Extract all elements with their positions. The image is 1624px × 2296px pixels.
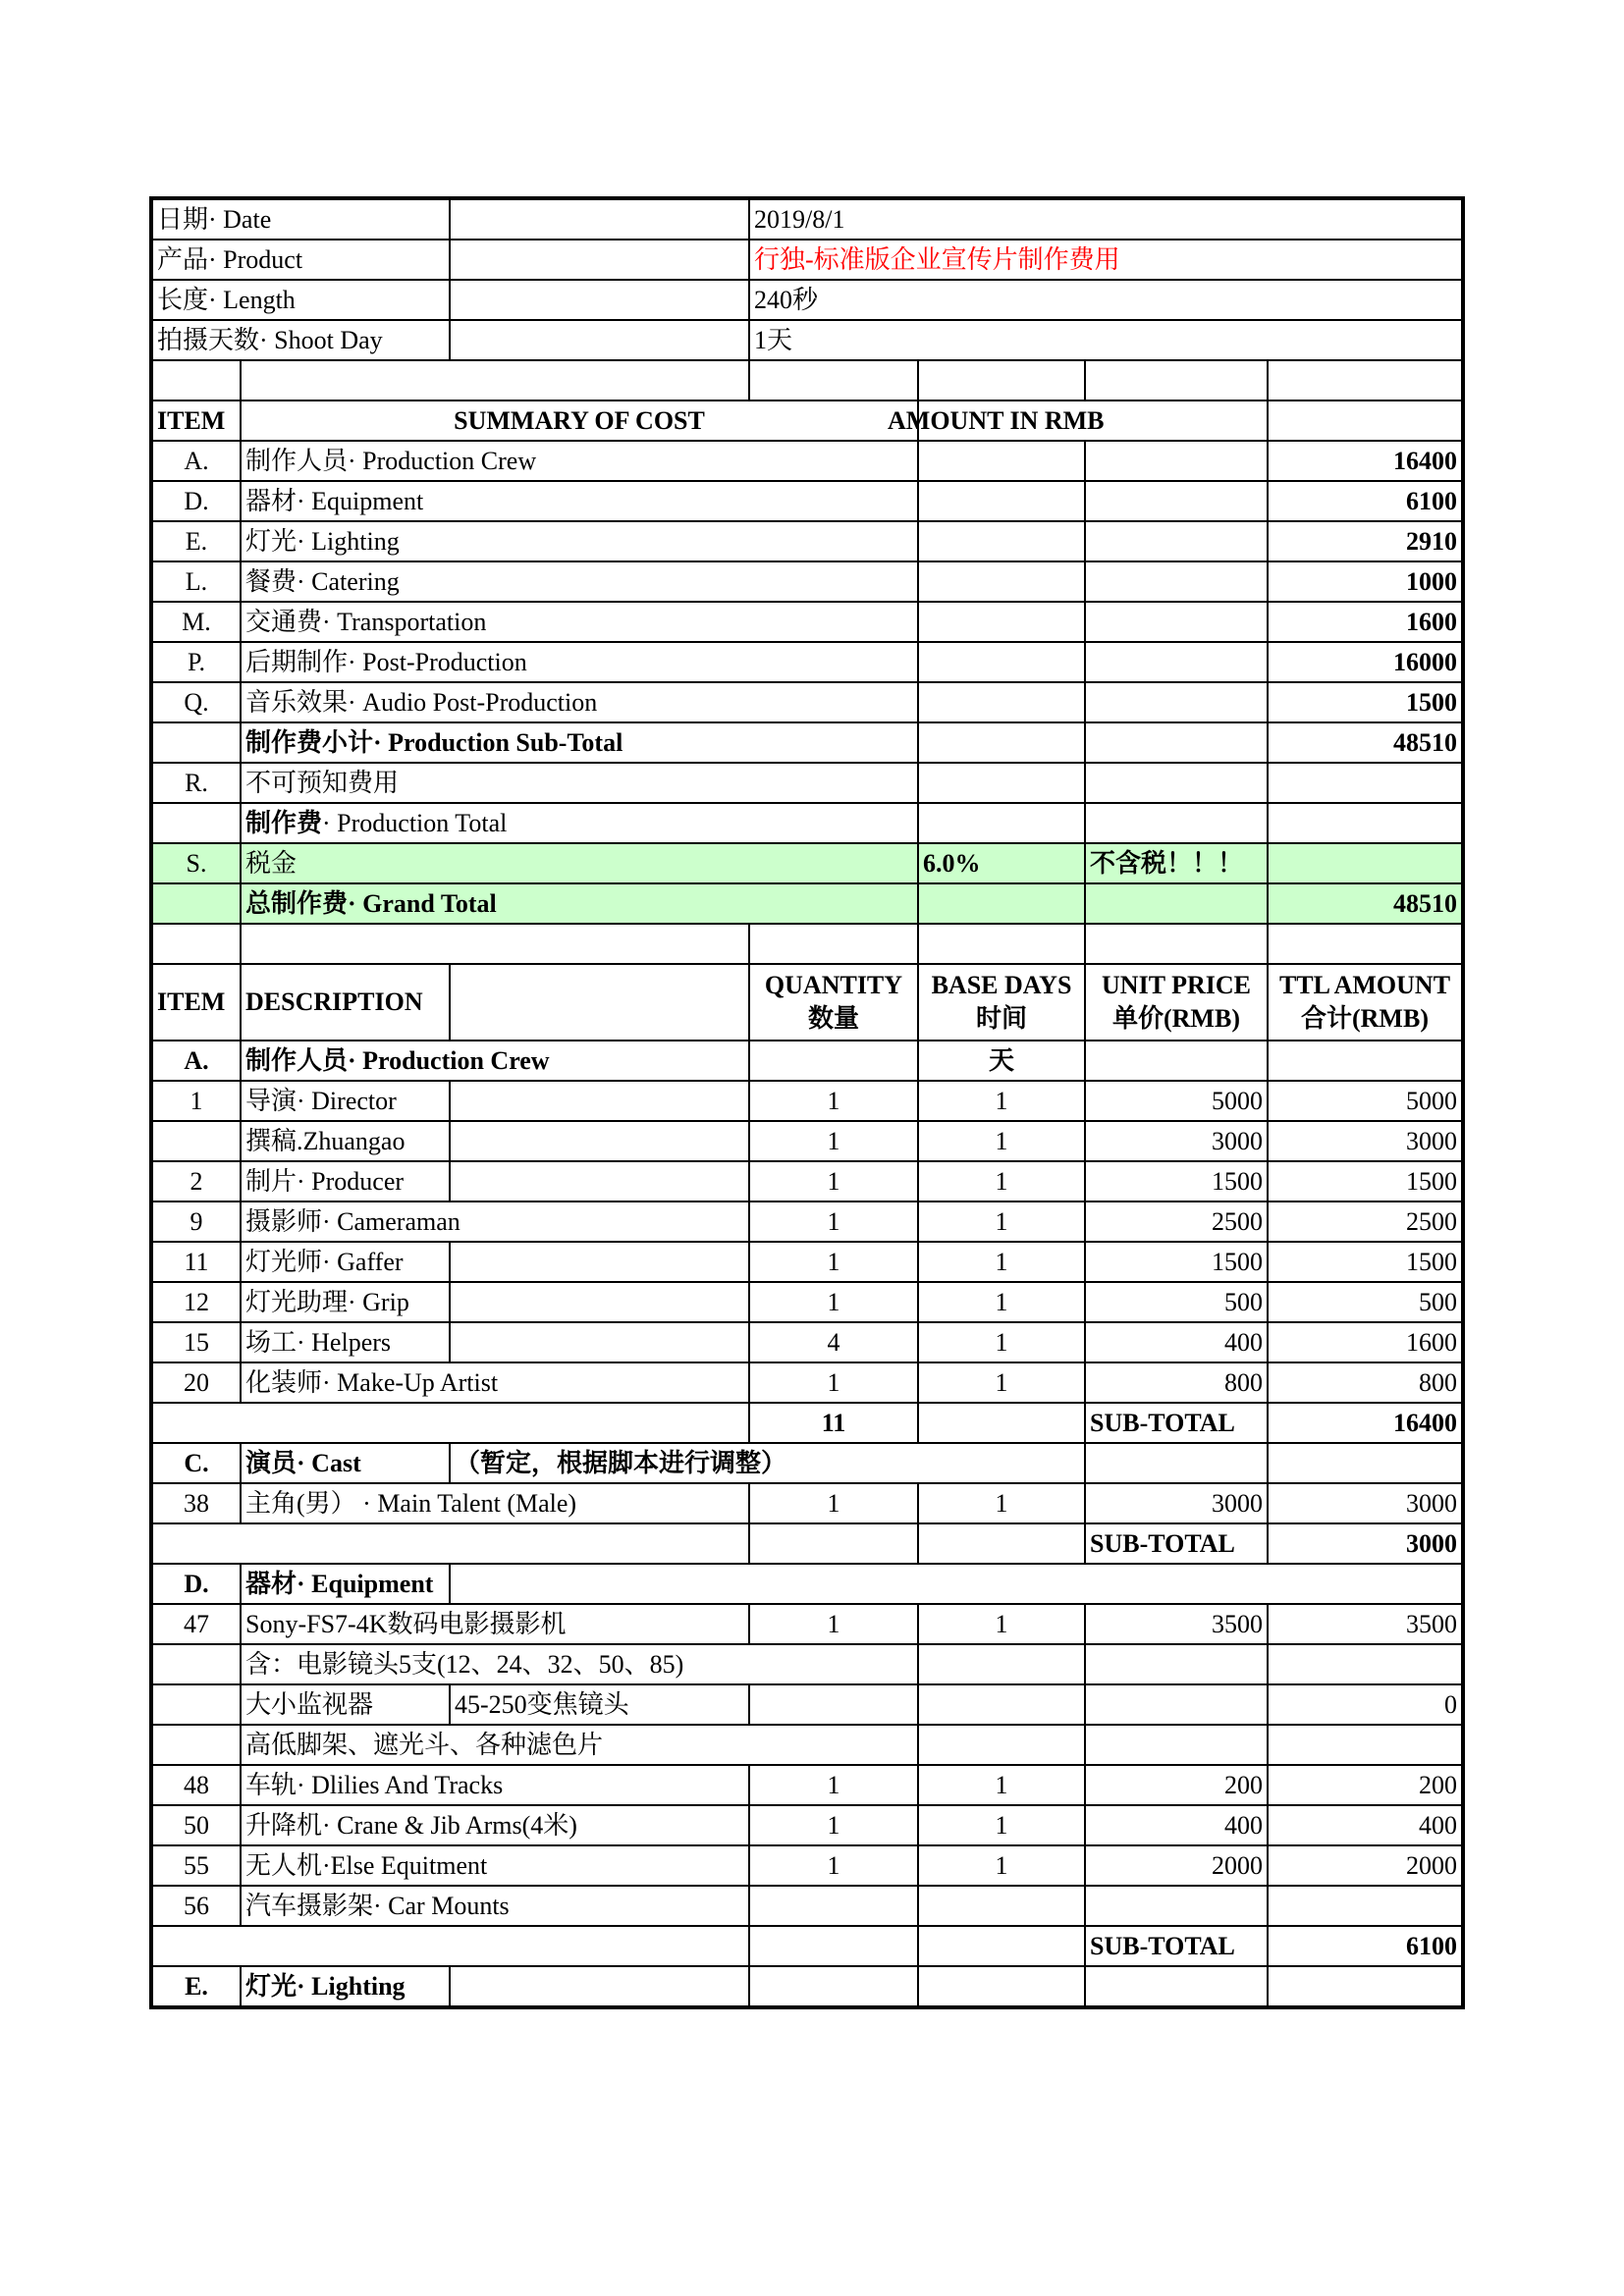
tax-note: 不含税！！！ [1085, 843, 1268, 883]
product-value: 行独-标准版企业宣传片制作费用 [749, 240, 1463, 280]
crew-row: 12 灯光助理· Grip 1 1 500 500 [151, 1282, 1463, 1322]
summary-amount-header: AMOUNT IN RMB [918, 400, 1268, 441]
shoot-value: 1天 [749, 320, 1463, 360]
summary-row: A. 制作人员· Production Crew 16400 [151, 441, 1463, 481]
equipment-row: 56 汽车摄影架· Car Mounts [151, 1886, 1463, 1926]
days-unit: 天 [918, 1041, 1085, 1081]
crew-subtotal-label: SUB-TOTAL [1085, 1403, 1268, 1443]
cast-subtotal-amount: 3000 [1268, 1523, 1463, 1564]
unforeseen-label: 不可预知费用 [241, 763, 918, 803]
summary-row: D. 器材· Equipment 6100 [151, 481, 1463, 521]
detail-description-header: DESCRIPTION [241, 964, 450, 1041]
shoot-label: 拍摄天数· Shoot Day [151, 320, 450, 360]
grand-total-row [151, 883, 1463, 924]
equipment-row: 55 无人机·Else Equitment 1 1 2000 2000 [151, 1845, 1463, 1886]
unforeseen-row: R. 不可预知费用 [151, 763, 1463, 803]
equipment-title: 器材· Equipment [241, 1564, 450, 1604]
cast-subtotal-row [151, 1523, 1463, 1564]
tripod-note: 高低脚架、遮光斗、各种滤色片 [241, 1725, 918, 1765]
summary-row: E. 灯光· Lighting 2910 [151, 521, 1463, 561]
crew-subtotal-row [151, 1403, 1463, 1443]
crew-row: 11 灯光师· Gaffer 1 1 1500 1500 [151, 1242, 1463, 1282]
tax-rate: 6.0% [918, 843, 1085, 883]
crew-subtotal-qty: 11 [749, 1403, 918, 1443]
spacer-row [151, 924, 1463, 964]
production-subtotal-amount: 48510 [1268, 722, 1463, 763]
equipment-row: 48 车轨· Dlilies And Tracks 1 1 200 200 [151, 1765, 1463, 1805]
unit-price-header: UNIT PRICE 单价(RMB) [1085, 964, 1268, 1041]
info-date-row [151, 198, 1463, 240]
crew-subtotal-amount: 16400 [1268, 1403, 1463, 1443]
summary-item-header: ITEM [151, 400, 241, 441]
length-label: 长度· Length [151, 280, 450, 320]
tax-label: 税金 [241, 843, 918, 883]
product-blank [450, 240, 749, 280]
date-blank [450, 198, 749, 240]
total-amount-header: TTL AMOUNT 合计(RMB) [1268, 964, 1463, 1041]
equipment-note-row [151, 1725, 1463, 1765]
summary-row: Q. 音乐效果· Audio Post-Production 1500 [151, 682, 1463, 722]
equipment-note-row [151, 1644, 1463, 1684]
grand-total-label: 总制作费· Grand Total [241, 883, 918, 924]
zoom-label: 45-250变焦镜头 [450, 1684, 749, 1725]
lens-note: 含：电影镜头5支(12、24、32、50、85) [241, 1644, 918, 1684]
grand-total-amount: 48510 [1268, 883, 1463, 924]
production-subtotal-label: 制作费小计· Production Sub-Total [241, 722, 918, 763]
tax-row: S. 税金 6.0% 不含税！！！ [151, 843, 1463, 883]
cast-section-row: C. 演员· Cast （暂定，根据脚本进行调整） [151, 1443, 1463, 1483]
cost-sheet [149, 196, 1465, 2009]
crew-row: 20 化装师· Make-Up Artist 1 1 800 800 [151, 1362, 1463, 1403]
info-product-row [151, 240, 1463, 280]
crew-row: 15 场工· Helpers 4 1 400 1600 [151, 1322, 1463, 1362]
production-total-row [151, 803, 1463, 843]
lighting-section-row: E. 灯光· Lighting [151, 1966, 1463, 2007]
equipment-section-row: D. 器材· Equipment [151, 1564, 1463, 1604]
crew-row: 1 导演· Director 1 1 5000 5000 [151, 1081, 1463, 1121]
summary-row: M. 交通费· Transportation 1600 [151, 602, 1463, 642]
date-value: 2019/8/1 [749, 198, 1463, 240]
detail-header-row [151, 964, 1463, 1041]
cast-subtotal-label: SUB-TOTAL [1085, 1523, 1268, 1564]
equipment-subtotal-amount: 6100 [1268, 1926, 1463, 1966]
equipment-subtotal-label: SUB-TOTAL [1085, 1926, 1268, 1966]
crew-row: 9 摄影师· Cameraman 1 1 2500 2500 [151, 1201, 1463, 1242]
summary-header-row [151, 400, 1463, 441]
production-subtotal-row [151, 722, 1463, 763]
crew-row: 撰稿.Zhuangao 1 1 3000 3000 [151, 1121, 1463, 1161]
cast-title: 演员· Cast [241, 1443, 450, 1483]
info-shoot-row [151, 320, 1463, 360]
date-label: 日期· Date [151, 198, 450, 240]
length-blank [450, 280, 749, 320]
crew-title: 制作人员· Production Crew [241, 1041, 749, 1081]
cast-row: 38 主角(男） · Main Talent (Male) 1 1 3000 3000 [151, 1483, 1463, 1523]
days-header: BASE DAYS 时间 [918, 964, 1085, 1041]
monitor-label: 大小监视器 [241, 1684, 450, 1725]
info-length-row [151, 280, 1463, 320]
length-value: 240秒 [749, 280, 1463, 320]
summary-row: L. 餐费· Catering 1000 [151, 561, 1463, 602]
production-total-label: 制作费· Production Total [241, 803, 918, 843]
summary-title: SUMMARY OF COST [241, 400, 918, 441]
quantity-header: QUANTITY 数量 [749, 964, 918, 1041]
equipment-subtotal-row [151, 1926, 1463, 1966]
summary-row: P. 后期制作· Post-Production 16000 [151, 642, 1463, 682]
cast-note: （暂定，根据脚本进行调整） [450, 1443, 1085, 1483]
equipment-row: 47 Sony-FS7-4K数码电影摄影机 1 1 3500 3500 [151, 1604, 1463, 1644]
product-label: 产品· Product [151, 240, 450, 280]
crew-row: 2 制片· Producer 1 1 1500 1500 [151, 1161, 1463, 1201]
equipment-row: 50 升降机· Crane & Jib Arms(4米) 1 1 400 400 [151, 1805, 1463, 1845]
detail-item-header: ITEM [151, 964, 241, 1041]
spacer-row [151, 360, 1463, 400]
crew-section-row: A. 制作人员· Production Crew 天 [151, 1041, 1463, 1081]
equipment-monitor-row [151, 1684, 1463, 1725]
shoot-blank [450, 320, 749, 360]
lighting-title: 灯光· Lighting [241, 1966, 450, 2007]
monitor-total: 0 [1268, 1684, 1463, 1725]
